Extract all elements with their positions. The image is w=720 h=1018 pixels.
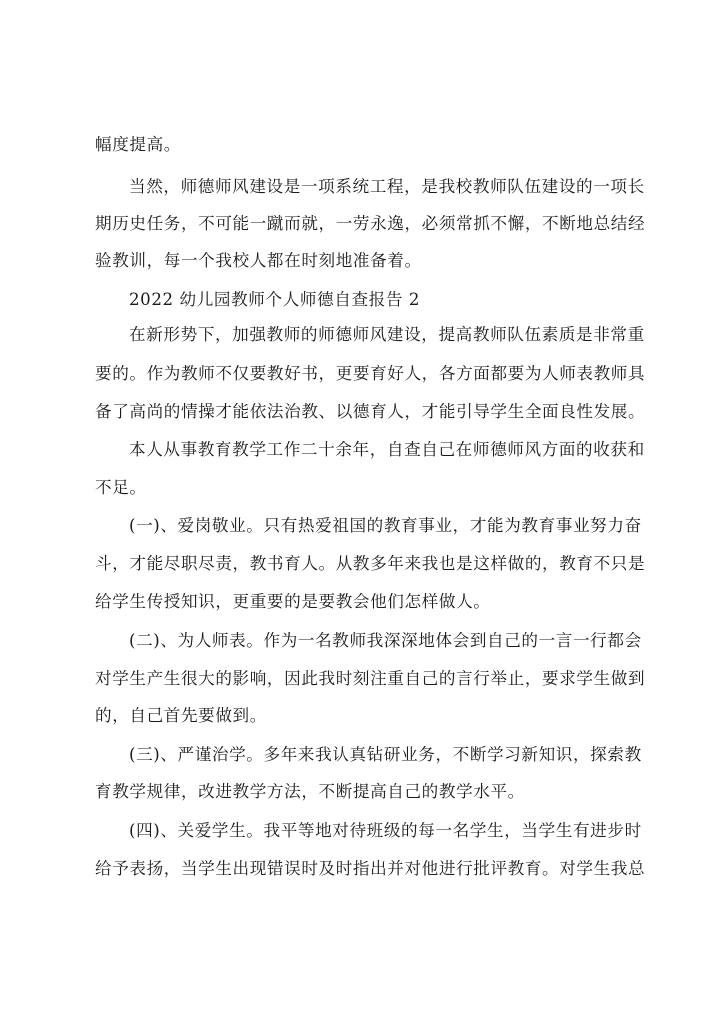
text-line: 对学生产生很大的影响，因此我时刻注重自己的言行举止，要求学生做到 — [95, 669, 646, 688]
text-line: 给予表扬，当学生出现错误时及时指出并对他进行批评教育。对学生我总 — [95, 859, 646, 878]
text-line: 要的。作为教师不仅要教好书，更要育好人，各方面都要为人师表教师具 — [95, 364, 646, 383]
text-line: 斗，才能尽职尽责，教书育人。从教多年来我也是这样做的，教育不只是 — [95, 554, 646, 573]
text-line: 验教训，每一个我校人都在时刻地准备着。 — [95, 251, 422, 270]
text-line: 备了高尚的情操才能依法治教、以德育人，才能引导学生全面良性发展。 — [95, 402, 646, 421]
text-line: 本人从事教育教学工作二十余年，自查自己在师德师风方面的收获和 — [129, 440, 645, 459]
text-line: 的，自己首先要做到。 — [95, 706, 267, 725]
text-line: 不足。 — [95, 478, 147, 497]
text-line: (三)、严谨治学。多年来我认真钻研业务，不断学习新知识，探索教 — [129, 745, 642, 764]
text-line: 给学生传授知识，更重要的是要教会他们怎样做人。 — [95, 592, 491, 611]
text-line: 期历史任务，不可能一蹴而就，一劳永逸，必须常抓不懈，不断地总结经 — [95, 214, 646, 233]
text-line: (四)、关爱学生。我平等地对待班级的每一名学生，当学生有进步时 — [129, 821, 642, 840]
text-line: (一)、爱岗敬业。只有热爱祖国的教育事业，才能为教育事业努力奋 — [129, 516, 642, 535]
text-line: 幅度提高。 — [95, 135, 181, 154]
text-line: 在新形势下，加强教师的师德师风建设，提高教师队伍素质是非常重 — [129, 325, 645, 344]
section-heading: 2022 幼儿园教师个人师德自查报告 2 — [129, 290, 421, 309]
text-line: 当然，师德师风建设是一项系统工程，是我校教师队伍建设的一项长 — [129, 177, 645, 196]
text-line: (二)、为人师表。作为一名教师我深深地体会到自己的一言一行都会 — [129, 631, 642, 650]
text-line: 育教学规律，改进教学方法，不断提高自己的教学水平。 — [95, 782, 525, 801]
